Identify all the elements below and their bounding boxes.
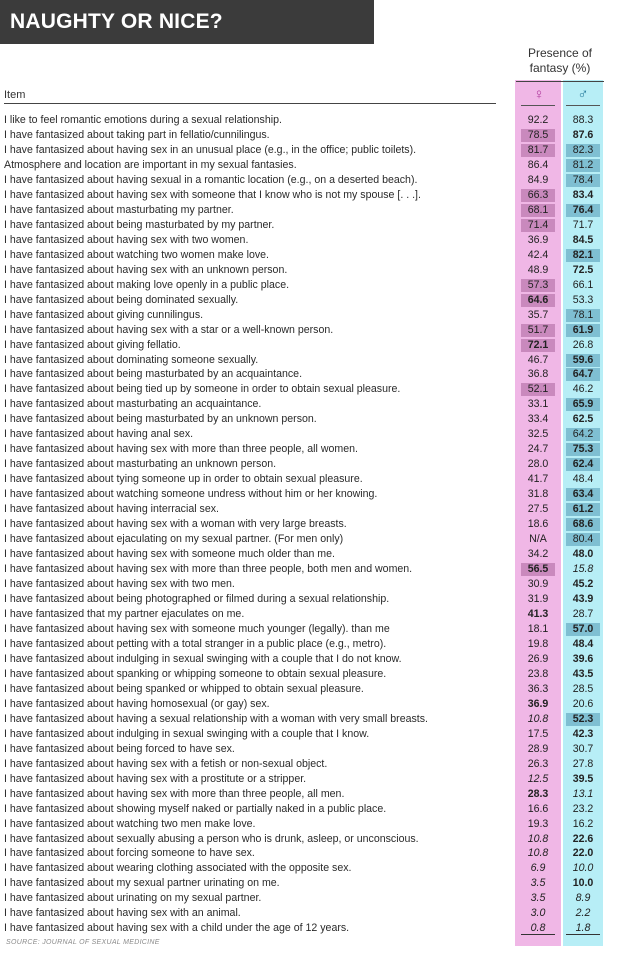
female-value: 66.3 [521, 189, 555, 202]
male-value: 16.2 [572, 817, 594, 830]
female-value: 78.5 [521, 129, 555, 142]
female-value: 26.3 [527, 757, 549, 770]
item-text: I have fantasized about watching two women make love. [4, 248, 269, 261]
female-value: 31.9 [527, 593, 549, 605]
male-value: 57.0 [566, 623, 600, 636]
female-value: 41.7 [527, 473, 549, 486]
table-row [0, 727, 620, 742]
item-text: I have fantasized about having sex in an unusual place (e.g., in the office; public toilets). [4, 143, 417, 156]
female-value: 3.0 [530, 907, 546, 920]
female-value: 92.2 [527, 114, 549, 126]
table-row [0, 517, 620, 532]
female-value: 23.8 [527, 667, 549, 680]
male-header-rule [566, 105, 600, 106]
item-text: I have fantasized about having sex with an unknown person. [4, 263, 288, 276]
male-value: 63.4 [566, 488, 600, 501]
male-value: 82.3 [566, 144, 600, 157]
fantasy-table [0, 113, 620, 936]
male-value: 61.9 [566, 324, 600, 337]
female-value: 18.6 [527, 518, 549, 531]
item-text: I have fantasized about indulging in sexual swinging with a couple that I do not know. [4, 652, 402, 665]
table-row [0, 442, 620, 457]
male-value: 71.7 [572, 218, 594, 231]
female-value: 86.4 [527, 158, 549, 171]
item-text: I have fantasized about having sex with a woman with very large breasts. [4, 518, 347, 531]
table-row [0, 487, 620, 502]
item-text: I have fantasized about masturbating an acquaintance. [4, 398, 262, 411]
item-text: I have fantasized about having interracial sex. [4, 503, 219, 516]
table-row [0, 203, 620, 218]
item-text: I have fantasized about having sex with someone that I know who is not my spouse [. . .]. [4, 188, 421, 201]
female-value: 10.8 [527, 847, 549, 860]
item-text: I have fantasized about being masturbated by my partner. [4, 218, 275, 231]
table-row [0, 547, 620, 562]
table-row [0, 143, 620, 158]
female-value: 72.1 [521, 339, 555, 352]
female-value: 33.4 [527, 413, 549, 426]
female-value: 28.0 [527, 458, 549, 471]
table-row [0, 772, 620, 787]
male-value: 39.6 [572, 652, 594, 665]
item-text: I have fantasized about forcing someone to have sex. [4, 847, 255, 860]
item-text: I have fantasized about being tied up by someone in order to obtain sexual pleasure. [4, 383, 401, 396]
male-value: 10.0 [572, 877, 594, 890]
male-value: 66.1 [572, 278, 594, 291]
table-row [0, 263, 620, 278]
table-row [0, 323, 620, 338]
male-value: 28.7 [572, 607, 594, 620]
male-value: 59.6 [566, 354, 600, 367]
item-text: I have fantasized about having sex with a fetish or non-sexual object. [4, 757, 328, 770]
female-value: 36.8 [527, 368, 549, 381]
male-value: 72.5 [572, 263, 594, 276]
table-row [0, 832, 620, 847]
header-divider-left [4, 103, 496, 104]
item-text: I have fantasized about wearing clothing associated with the opposite sex. [4, 862, 352, 875]
table-row [0, 697, 620, 712]
item-text: I have fantasized about being photographed or filmed during a sexual relationship. [4, 593, 390, 605]
table-row [0, 577, 620, 592]
item-text: I have fantasized about having sex with an animal. [4, 907, 241, 920]
male-value: 22.0 [572, 847, 594, 860]
female-value: N/A [529, 533, 547, 546]
table-row [0, 293, 620, 308]
male-value: 75.3 [566, 443, 600, 456]
item-text: I have fantasized about spanking or whipping someone to obtain sexual pleasure. [4, 667, 387, 680]
item-text: I like to feel romantic emotions during a sexual relationship. [4, 114, 282, 126]
male-value: 64.2 [566, 428, 600, 441]
table-row [0, 921, 620, 936]
male-value: 2.2 [575, 907, 591, 920]
female-value: 31.8 [527, 488, 549, 501]
male-value: 42.3 [572, 727, 594, 740]
item-text: I have fantasized about tying someone up in order to obtain sexual pleasure. [4, 473, 363, 486]
female-value: 57.3 [521, 279, 555, 292]
table-row [0, 248, 620, 263]
item-text: I have fantasized about having sex with more than three people, both men and women. [4, 563, 413, 576]
item-text: I have fantasized about having sex with a child under the age of 12 years. [4, 922, 350, 935]
female-value: 10.8 [527, 712, 549, 725]
female-value: 42.4 [527, 248, 549, 261]
item-text: Atmosphere and location are important in my sexual fantasies. [4, 158, 297, 171]
table-row [0, 472, 620, 487]
female-value: 32.5 [527, 428, 549, 441]
table-row [0, 397, 620, 412]
item-text: I have fantasized about having sexual in a romantic location (e.g., on a deserted beach). [4, 173, 418, 186]
item-text: I have fantasized about watching two men make love. [4, 817, 256, 830]
female-value: 56.5 [521, 563, 555, 576]
female-value: 48.9 [527, 263, 549, 276]
item-text: I have fantasized about having sex with a star or a well-known person. [4, 323, 334, 336]
female-value: 84.9 [527, 173, 549, 186]
female-value: 68.1 [521, 204, 555, 217]
item-column-header: Item [4, 89, 26, 101]
table-row [0, 308, 620, 323]
table-row [0, 128, 620, 143]
table-row [0, 817, 620, 832]
male-value: 15.8 [572, 563, 594, 576]
male-value: 30.7 [572, 742, 594, 755]
male-value: 84.5 [572, 233, 594, 246]
item-text: I have fantasized about making love openly in a public place. [4, 278, 290, 291]
table-row [0, 802, 620, 817]
male-value: 48.0 [572, 548, 594, 561]
table-row [0, 457, 620, 472]
male-value: 82.1 [566, 249, 600, 262]
table-row [0, 667, 620, 682]
male-value: 87.6 [572, 128, 594, 141]
male-value: 53.3 [572, 293, 594, 306]
item-text: I have fantasized about giving fellatio. [4, 338, 181, 351]
table-row [0, 712, 620, 727]
female-value: 36.3 [527, 682, 549, 695]
female-value: 71.4 [521, 219, 555, 232]
female-value: 52.1 [521, 383, 555, 396]
item-text: I have fantasized about being masturbated by an unknown person. [4, 413, 317, 426]
table-row [0, 682, 620, 697]
female-value: 36.9 [527, 233, 549, 246]
female-value: 64.6 [521, 294, 555, 307]
male-value: 23.2 [572, 802, 594, 815]
item-text: I have fantasized about being masturbated by an acquaintance. [4, 368, 303, 381]
table-row [0, 382, 620, 397]
table-row [0, 906, 620, 921]
male-value: 13.1 [572, 787, 594, 800]
item-text: I have fantasized about indulging in sexual swinging with a couple that I know. [4, 727, 370, 740]
item-text: I have fantasized about being dominated sexually. [4, 293, 239, 306]
table-row [0, 173, 620, 188]
item-text: I have fantasized about watching someone undress without him or her knowing. [4, 488, 378, 501]
item-text: I have fantasized that my partner ejaculates on me. [4, 607, 245, 620]
female-value: 36.9 [527, 697, 549, 710]
male-value: 81.2 [566, 159, 600, 172]
item-text: I have fantasized about taking part in fellatio/cunnilingus. [4, 128, 270, 141]
table-row [0, 622, 620, 637]
male-value: 80.4 [566, 533, 600, 546]
item-text: I have fantasized about petting with a total stranger in a public place (e.g., metro). [4, 637, 387, 650]
table-row [0, 891, 620, 906]
table-row [0, 607, 620, 622]
male-value: 76.4 [566, 204, 600, 217]
table-row [0, 592, 620, 607]
female-value: 30.9 [527, 578, 549, 591]
table-row [0, 188, 620, 203]
male-value: 10.0 [572, 862, 594, 875]
table-row [0, 846, 620, 861]
item-text: I have fantasized about being spanked or whipped to obtain sexual pleasure. [4, 682, 364, 695]
table-row [0, 158, 620, 173]
table-row [0, 278, 620, 293]
table-row [0, 427, 620, 442]
male-value: 45.2 [572, 578, 594, 591]
item-text: I have fantasized about sexually abusing a person who is drunk, asleep, or unconscious. [4, 832, 419, 845]
table-row [0, 113, 620, 128]
item-text: I have fantasized about having sex with more than three people, all men. [4, 787, 345, 800]
male-value: 27.8 [572, 757, 594, 770]
table-row [0, 652, 620, 667]
male-value: 78.4 [566, 174, 600, 187]
male-value: 62.5 [572, 413, 594, 426]
table-row [0, 637, 620, 652]
male-value: 43.9 [572, 593, 594, 605]
item-text: I have fantasized about showing myself naked or partially naked in a public place. [4, 802, 387, 815]
item-text: I have fantasized about having sex with someone much older than me. [4, 548, 335, 561]
item-text: I have fantasized about having a sexual relationship with a woman with very small breasts. [4, 712, 428, 725]
female-value: 10.8 [527, 832, 549, 845]
male-value: 28.5 [572, 682, 594, 695]
male-value: 68.6 [566, 518, 600, 531]
item-text: I have fantasized about masturbating my partner. [4, 203, 234, 216]
male-value: 46.2 [572, 383, 594, 396]
female-value: 33.1 [527, 398, 549, 411]
female-value: 19.3 [527, 817, 549, 830]
item-text: I have fantasized about being forced to have sex. [4, 742, 235, 755]
male-value: 39.5 [572, 772, 594, 785]
male-value: 52.3 [566, 713, 600, 726]
item-text: I have fantasized about masturbating an unknown person. [4, 458, 277, 471]
male-value: 83.4 [572, 188, 594, 201]
table-row [0, 338, 620, 353]
male-value: 62.4 [566, 458, 600, 471]
male-value: 43.5 [572, 667, 594, 680]
female-value: 18.1 [527, 622, 549, 635]
male-value: 1.8 [566, 922, 600, 935]
male-value: 61.2 [566, 503, 600, 516]
female-value: 28.9 [527, 742, 549, 755]
item-text: I have fantasized about my sexual partner urinating on me. [4, 877, 280, 890]
table-row [0, 861, 620, 876]
male-symbol-icon: ♂ [577, 86, 589, 103]
table-row [0, 742, 620, 757]
female-symbol-icon: ♀ [533, 86, 545, 103]
male-value: 88.3 [572, 114, 594, 126]
female-value: 34.2 [527, 548, 549, 561]
female-value: 6.9 [530, 862, 546, 875]
table-row [0, 532, 620, 547]
male-value: 20.6 [572, 697, 594, 710]
female-value: 27.5 [527, 503, 549, 516]
male-value: 48.4 [572, 473, 594, 486]
male-value: 78.1 [566, 309, 600, 322]
item-text: I have fantasized about ejaculating on my sexual partner. (For men only) [4, 533, 344, 546]
female-value: 16.6 [527, 802, 549, 815]
female-value: 0.8 [521, 922, 555, 935]
table-row [0, 562, 620, 577]
female-value: 17.5 [527, 727, 549, 740]
table-row [0, 502, 620, 517]
item-text: I have fantasized about dominating someone sexually. [4, 353, 259, 366]
male-value: 22.6 [572, 832, 594, 845]
page-title: NAUGHTY OR NICE? [0, 0, 374, 44]
table-row [0, 757, 620, 772]
female-value: 26.9 [527, 652, 549, 665]
item-text: I have fantasized about having sex with more than three people, all women. [4, 443, 358, 456]
male-value: 65.9 [566, 398, 600, 411]
table-row [0, 876, 620, 891]
table-row [0, 787, 620, 802]
item-text: I have fantasized about having homosexual (or gay) sex. [4, 697, 270, 710]
female-value: 41.3 [527, 607, 549, 620]
header-divider-right [516, 81, 604, 82]
female-value: 3.5 [530, 892, 546, 905]
male-value: 48.4 [572, 637, 594, 650]
female-value: 28.3 [527, 787, 549, 800]
male-value: 26.8 [572, 338, 594, 351]
table-row [0, 353, 620, 368]
female-value: 51.7 [521, 324, 555, 337]
table-row [0, 233, 620, 248]
female-header-rule [521, 105, 555, 106]
male-value: 8.9 [575, 892, 591, 905]
table-row [0, 218, 620, 233]
item-text: I have fantasized about having sex with two women. [4, 233, 249, 246]
table-row [0, 412, 620, 427]
item-text: I have fantasized about giving cunnilingus. [4, 308, 204, 321]
male-value: 64.7 [566, 368, 600, 381]
item-text: I have fantasized about having sex with a prostitute or a stripper. [4, 772, 307, 785]
female-value: 35.7 [527, 308, 549, 321]
female-value: 3.5 [530, 877, 546, 890]
item-text: I have fantasized about urinating on my sexual partner. [4, 892, 262, 905]
presence-header: Presence of fantasy (%) [527, 46, 593, 75]
female-value: 46.7 [527, 353, 549, 366]
item-text: I have fantasized about having anal sex. [4, 428, 194, 441]
item-text: I have fantasized about having sex with someone much younger (legally). than me [4, 622, 390, 635]
table-row [0, 367, 620, 382]
source-note: SOURCE: JOURNAL OF SEXUAL MEDICINE [6, 939, 160, 946]
item-text: I have fantasized about having sex with two men. [4, 578, 235, 591]
female-value: 19.8 [527, 637, 549, 650]
female-value: 24.7 [527, 443, 549, 456]
female-value: 81.7 [521, 144, 555, 157]
female-value: 12.5 [527, 772, 549, 785]
